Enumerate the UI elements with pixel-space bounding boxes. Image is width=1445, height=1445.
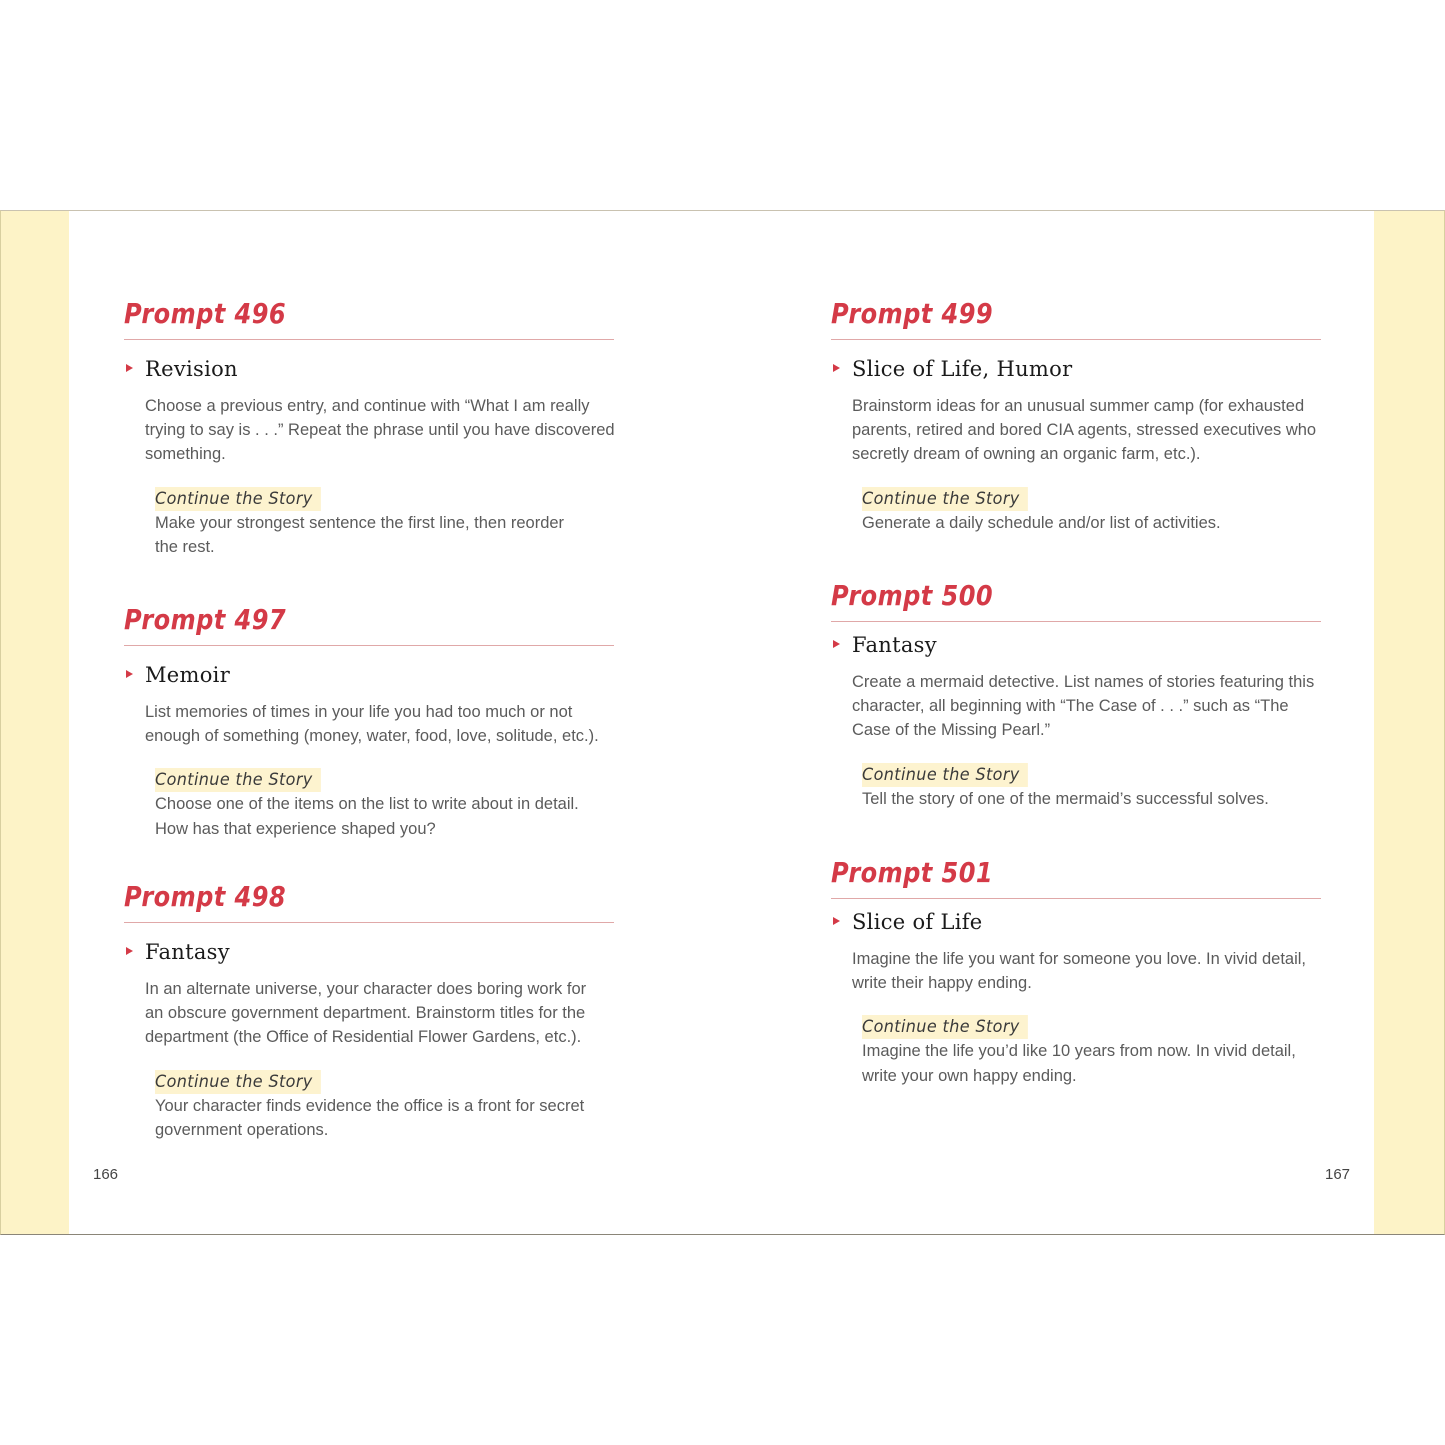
genre-row [831, 632, 1321, 662]
title-rule [831, 898, 1321, 899]
continue-label: Continue the Story [155, 768, 320, 792]
continue-text: Your character finds evidence the office is a front for secret government operations. [155, 1096, 585, 1139]
continue-text: Choose one of the items on the list to write about in detail. How has that experience shaped you? [155, 795, 579, 838]
prompt-title: Prompt 499 [831, 297, 994, 330]
genre-label: Fantasy [145, 940, 230, 964]
title-rule [124, 645, 614, 646]
triangle-bullet-icon [126, 947, 133, 955]
continue-label: Continue the Story [862, 763, 1027, 787]
triangle-bullet-icon [833, 364, 840, 372]
triangle-bullet-icon [833, 917, 840, 925]
page-number-right: 167 [1325, 1166, 1351, 1183]
prompt-body: Imagine the life you want for someone you love. In vivid detail, write their happy ending. [852, 950, 1306, 993]
prompt-title: Prompt 501 [831, 856, 994, 889]
prompt-body: List memories of times in your life you had too much or not enough of something (money, water, food, love, solitude, etc.). [145, 703, 599, 746]
book-spread [0, 210, 1445, 1235]
prompt-title: Prompt 500 [831, 579, 994, 612]
prompt-body: In an alternate universe, your character does boring work for an obscure government department. Brainstorm titles for the department (the Office of Residential Flower Gardens, etc.). [145, 980, 587, 1047]
continue-text: Tell the story of one of the mermaid’s successful solves. [862, 789, 1269, 808]
continue-label: Continue the Story [862, 487, 1027, 511]
continue-label: Continue the Story [155, 1070, 320, 1094]
left-margin-strip [1, 211, 69, 1234]
prompt-block [831, 297, 1321, 535]
prompt-block [831, 579, 1321, 811]
title-rule [124, 922, 614, 923]
genre-row [831, 909, 1321, 939]
continue-text: Generate a daily schedule and/or list of activities. [862, 513, 1221, 532]
triangle-bullet-icon [126, 670, 133, 678]
continue-text: Imagine the life you’d like 10 years from now. In vivid detail, write your own happy ending. [862, 1042, 1296, 1085]
continue-label: Continue the Story [155, 487, 320, 511]
genre-row [124, 939, 614, 969]
triangle-bullet-icon [833, 640, 840, 648]
genre-label: Fantasy [852, 633, 937, 657]
genre-row [831, 356, 1321, 386]
continue-the-story [862, 1015, 1322, 1087]
title-rule [124, 339, 614, 340]
triangle-bullet-icon [126, 364, 133, 372]
prompt-title: Prompt 496 [124, 297, 287, 330]
genre-label: Revision [145, 357, 238, 381]
prompt-body: Create a mermaid detective. List names of stories featuring this character, all beginning with “The Case of . . .” such as “The Case of the Missing Pearl.” [852, 673, 1315, 740]
genre-row [124, 356, 614, 386]
genre-label: Slice of Life, Humor [852, 357, 1073, 381]
continue-the-story [155, 1070, 615, 1142]
prompt-body: Brainstorm ideas for an unusual summer camp (for exhausted parents, retired and bored CIA agents, stressed executives who secretly dream of owning an organic farm, etc.). [852, 397, 1317, 464]
genre-label: Slice of Life [852, 910, 983, 934]
continue-text: Make your strongest sentence the first line, then reorder the rest. [155, 513, 565, 556]
continue-the-story [862, 487, 1322, 535]
prompt-title: Prompt 498 [124, 880, 287, 913]
prompt-body: Choose a previous entry, and continue with “What I am really trying to say is . . .” Repeat the phrase until you have discovered something. [145, 397, 615, 464]
title-rule [831, 339, 1321, 340]
page-number-left: 166 [93, 1166, 119, 1183]
genre-label: Memoir [145, 663, 231, 687]
prompt-title: Prompt 497 [124, 603, 287, 636]
right-margin-strip [1374, 211, 1444, 1234]
prompt-block [831, 856, 1321, 1088]
prompt-block [124, 297, 614, 559]
prompt-block [124, 603, 614, 841]
continue-the-story [155, 487, 615, 559]
continue-the-story [155, 768, 615, 840]
prompt-block [124, 880, 614, 1142]
title-rule [831, 621, 1321, 622]
continue-label: Continue the Story [862, 1015, 1027, 1039]
continue-the-story [862, 763, 1322, 811]
genre-row [124, 662, 614, 692]
